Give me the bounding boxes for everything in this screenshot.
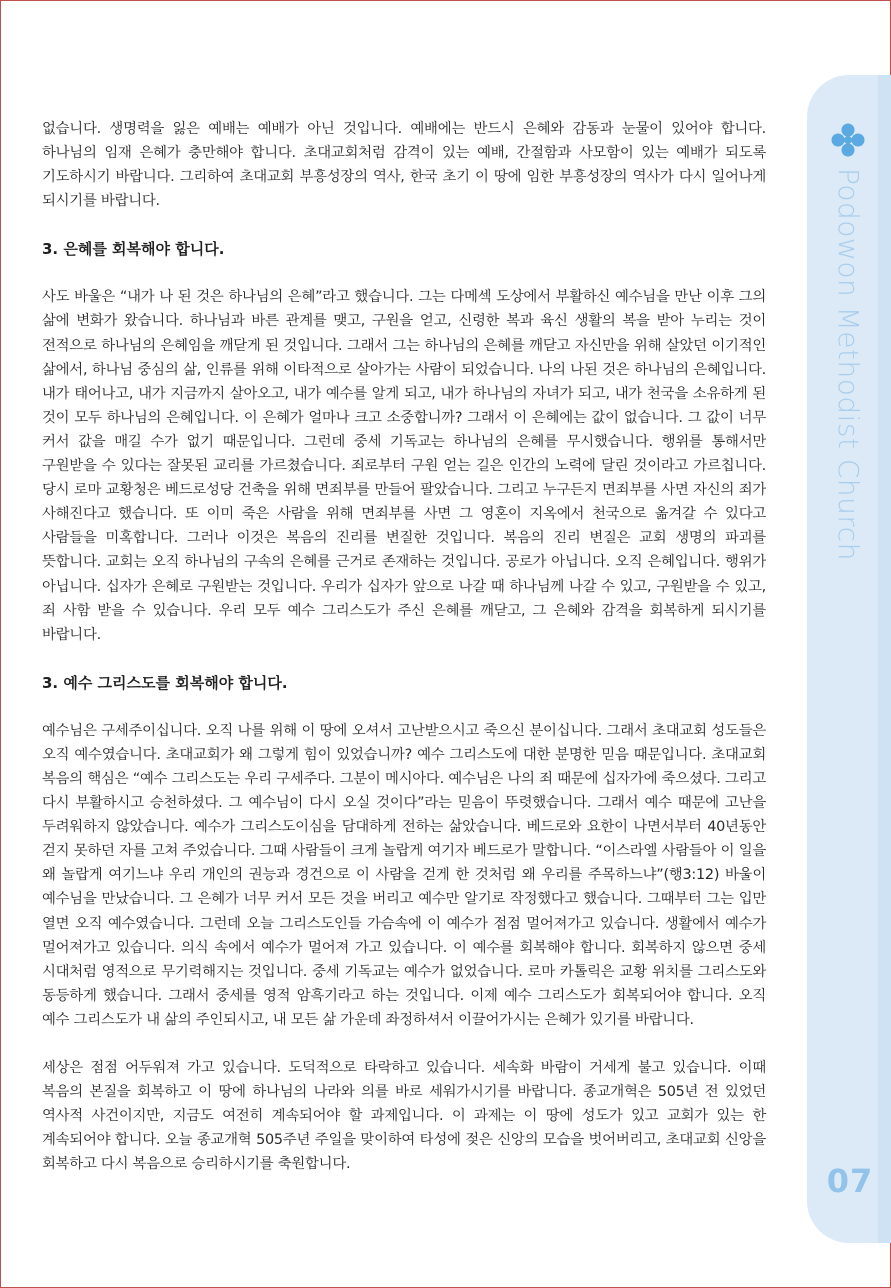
side-tab-stripe xyxy=(878,75,891,1243)
church-name-vertical-label: Podowon Methodist Church xyxy=(832,168,865,561)
article-body xyxy=(42,117,766,1176)
paragraph-jesus: 예수님은 구세주이십니다. 오직 나를 위해 이 땅에 오셔서 고난받으시고 죽으신 분이십니다. 그래서 초대교회 성도들은 오직 예수였습니다. 초대교회가 왜 그렇게 힘이 있었습니까? 예수 그리스도에 대한 분명한 믿음 때문입니다. 초대교회 복음의 핵심은 “예수 그리스도는 우리 구세주다. 그분이 메시아다. 예수님은 나의 죄 때문에 십자가에 죽으셨다. 그리고 다시 부활하시고 승천하셨다. 그 예수님이 다시 오실 것이다”라는 믿음이 뚜렷했습니다. 그래서 예수 때문에 고난을 두려워하지 않았습니다. 예수가 그리스도이심을 담대하게 전하는 삶았습니다. 베드로와 요한이 나면서부터 40년동안 걷지 못하던 자를 고쳐 주었습니다. 그때 사람들이 크게 놀랍게 여기자 베드로가 말합니다. “이스라엘 사람들아 이 일을 왜 놀랍게 여기느냐 우리 개인의 권능과 경건으로 이 사람을 걷게 한 것처럼 왜 우리를 주목하느냐”(행3:12) 바울이 예수님을 만났습니다. 그 은혜가 너무 커서 모든 것을 버리고 예수만 알기로 작정했다고 했습니다. 그때부터 그는 입만 열면 오직 예수였습니다. 그런데 오늘 그리스도인들 가슴속에 이 예수가 점점 멀어져가고 있습니다. 생활에서 예수가 멀어져가고 있습니다. 의식 속에서 예수가 멀어져 가고 있습니다. 이 예수를 회복해야 합니다. 회복하지 않으면 중세 시대처럼 영적으로 무기력해지는 것입니다. 중세 기독교는 예수가 없었습니다. 로마 카톨릭은 교황 위치를 그리스도와 동등하게 했습니다. 그래서 중세를 영적 암흑기라고 하는 것입니다. 이제 예수 그리스도가 회복되어야 합니다. 오직 예수 그리스도가 내 삶의 주인되시고, 내 모든 삶 가운데 좌정하셔서 이끌어가시는 은혜가 있기를 바랍니다. xyxy=(42,722,766,1028)
section-heading-jesus: 3. 예수 그리스도를 회복해야 합니다. xyxy=(42,673,288,692)
paragraph-conclusion: 세상은 점점 어두워져 가고 있습니다. 도덕적으로 타락하고 있습니다. 세속화 바람이 거세게 불고 있습니다. 이때 복음의 본질을 회복하고 이 땅에 하나님의 나라와 의를 바로 세워가시기를 바랍니다. 종교개혁은 505년 전 있었던 역사적 사건이지만, 지금도 여전히 계속되어야 할 과제입니다. 이 과제는 이 땅에 성도가 있고 교회가 있는 한 계속되어야 합니다. 오늘 종교개혁 505주년 주일을 맞이하여 타성에 젖은 신앙의 모습을 벗어버리고, 초대교회 신앙을 회복하고 다시 복음으로 승리하시기를 축원합니다. xyxy=(42,1060,766,1173)
section-heading-grace: 3. 은혜를 회복해야 합니다. xyxy=(42,240,225,259)
clover-icon xyxy=(830,122,866,158)
paragraph-worship: 없습니다. 생명력을 잃은 예배는 예배가 아닌 것입니다. 예배에는 반드시 은혜와 감동과 눈물이 있어야 합니다. 하나님의 임재 은혜가 충만해야 합니다. 초대교회처럼 감격이 있는 예배, 간절함과 사모함이 있는 예배가 되도록 기도하시기 바랍니다. 그리하여 초대교회 부흥성장의 역사, 한국 초기 이 땅에 임한 부흥성장의 역사가 다시 일어나게 되시기를 바랍니다. xyxy=(42,121,766,210)
page-number: 07 xyxy=(826,1162,874,1200)
paragraph-grace: 사도 바울은 “내가 나 된 것은 하나님의 은혜”라고 했습니다. 그는 다메섹 도상에서 부활하신 예수님을 만난 이후 그의 삶에 변화가 왔습니다. 하나님과 바른 관계를 맺고, 구원을 얻고, 신령한 복과 육신 생활의 복을 받아 누리는 것이 전적으로 하나님의 은혜임을 깨닫게 된 것입니다. 그래서 그는 하나님의 은혜를 깨닫고 자신만을 위해 살았던 이기적인 삶에서, 하나님 중심의 삶, 인류를 위해 이타적으로 살아가는 사람이 되었습니다. 나의 나된 것은 하나님의 은혜입니다. 내가 태어나고, 내가 지금까지 살아오고, 내가 예수를 알게 되고, 내가 하나님의 자녀가 되고, 내가 천국을 소유하게 된 것이 모두 하나님의 은혜입니다. 이 은혜가 얼마나 크고 소중합니까? 그래서 이 은혜에는 값이 없습니다. 그 값이 너무 커서 값을 매길 수가 없기 때문입니다. 그런데 중세 기독교는 하나님의 은혜를 무시했습니다. 행위를 통해서만 구원받을 수 있다는 잘못된 교리를 가르쳤습니다. 죄로부터 구원 얻는 길은 인간의 노력에 달린 것이라고 가르칩니다. 당시 로마 교황청은 베드로성당 건축을 위해 면죄부를 만들어 팔았습니다. 그리고 누구든지 면죄부를 사면 자신의 죄가 사해진다고 했습니다. 또 이미 죽은 사람을 위해 면죄부를 사면 그 영혼이 지옥에서 천국으로 옮겨갈 수 있다고 사람들을 미혹합니다. 그러나 이것은 복음의 진리를 변질한 것입니다. 복음의 진리 변질은 교회 생명의 파괴를 뜻합니다. 교회는 오직 하나님의 구속의 은혜를 근거로 존재하는 것입니다. 공로가 아닙니다. 오직 은혜입니다. 행위가 아닙니다. 십자가 은혜로 구원받는 것입니다. 우리가 십자가 앞으로 나갈 때 하나님께 나갈 수 있고, 구원받을 수 있고, 죄 사함 받을 수 있습니다. 우리 모두 예수 그리스도가 주신 은혜를 깨닫고, 그 은혜와 감격을 회복하게 되시기를 바랍니다. xyxy=(42,289,766,643)
